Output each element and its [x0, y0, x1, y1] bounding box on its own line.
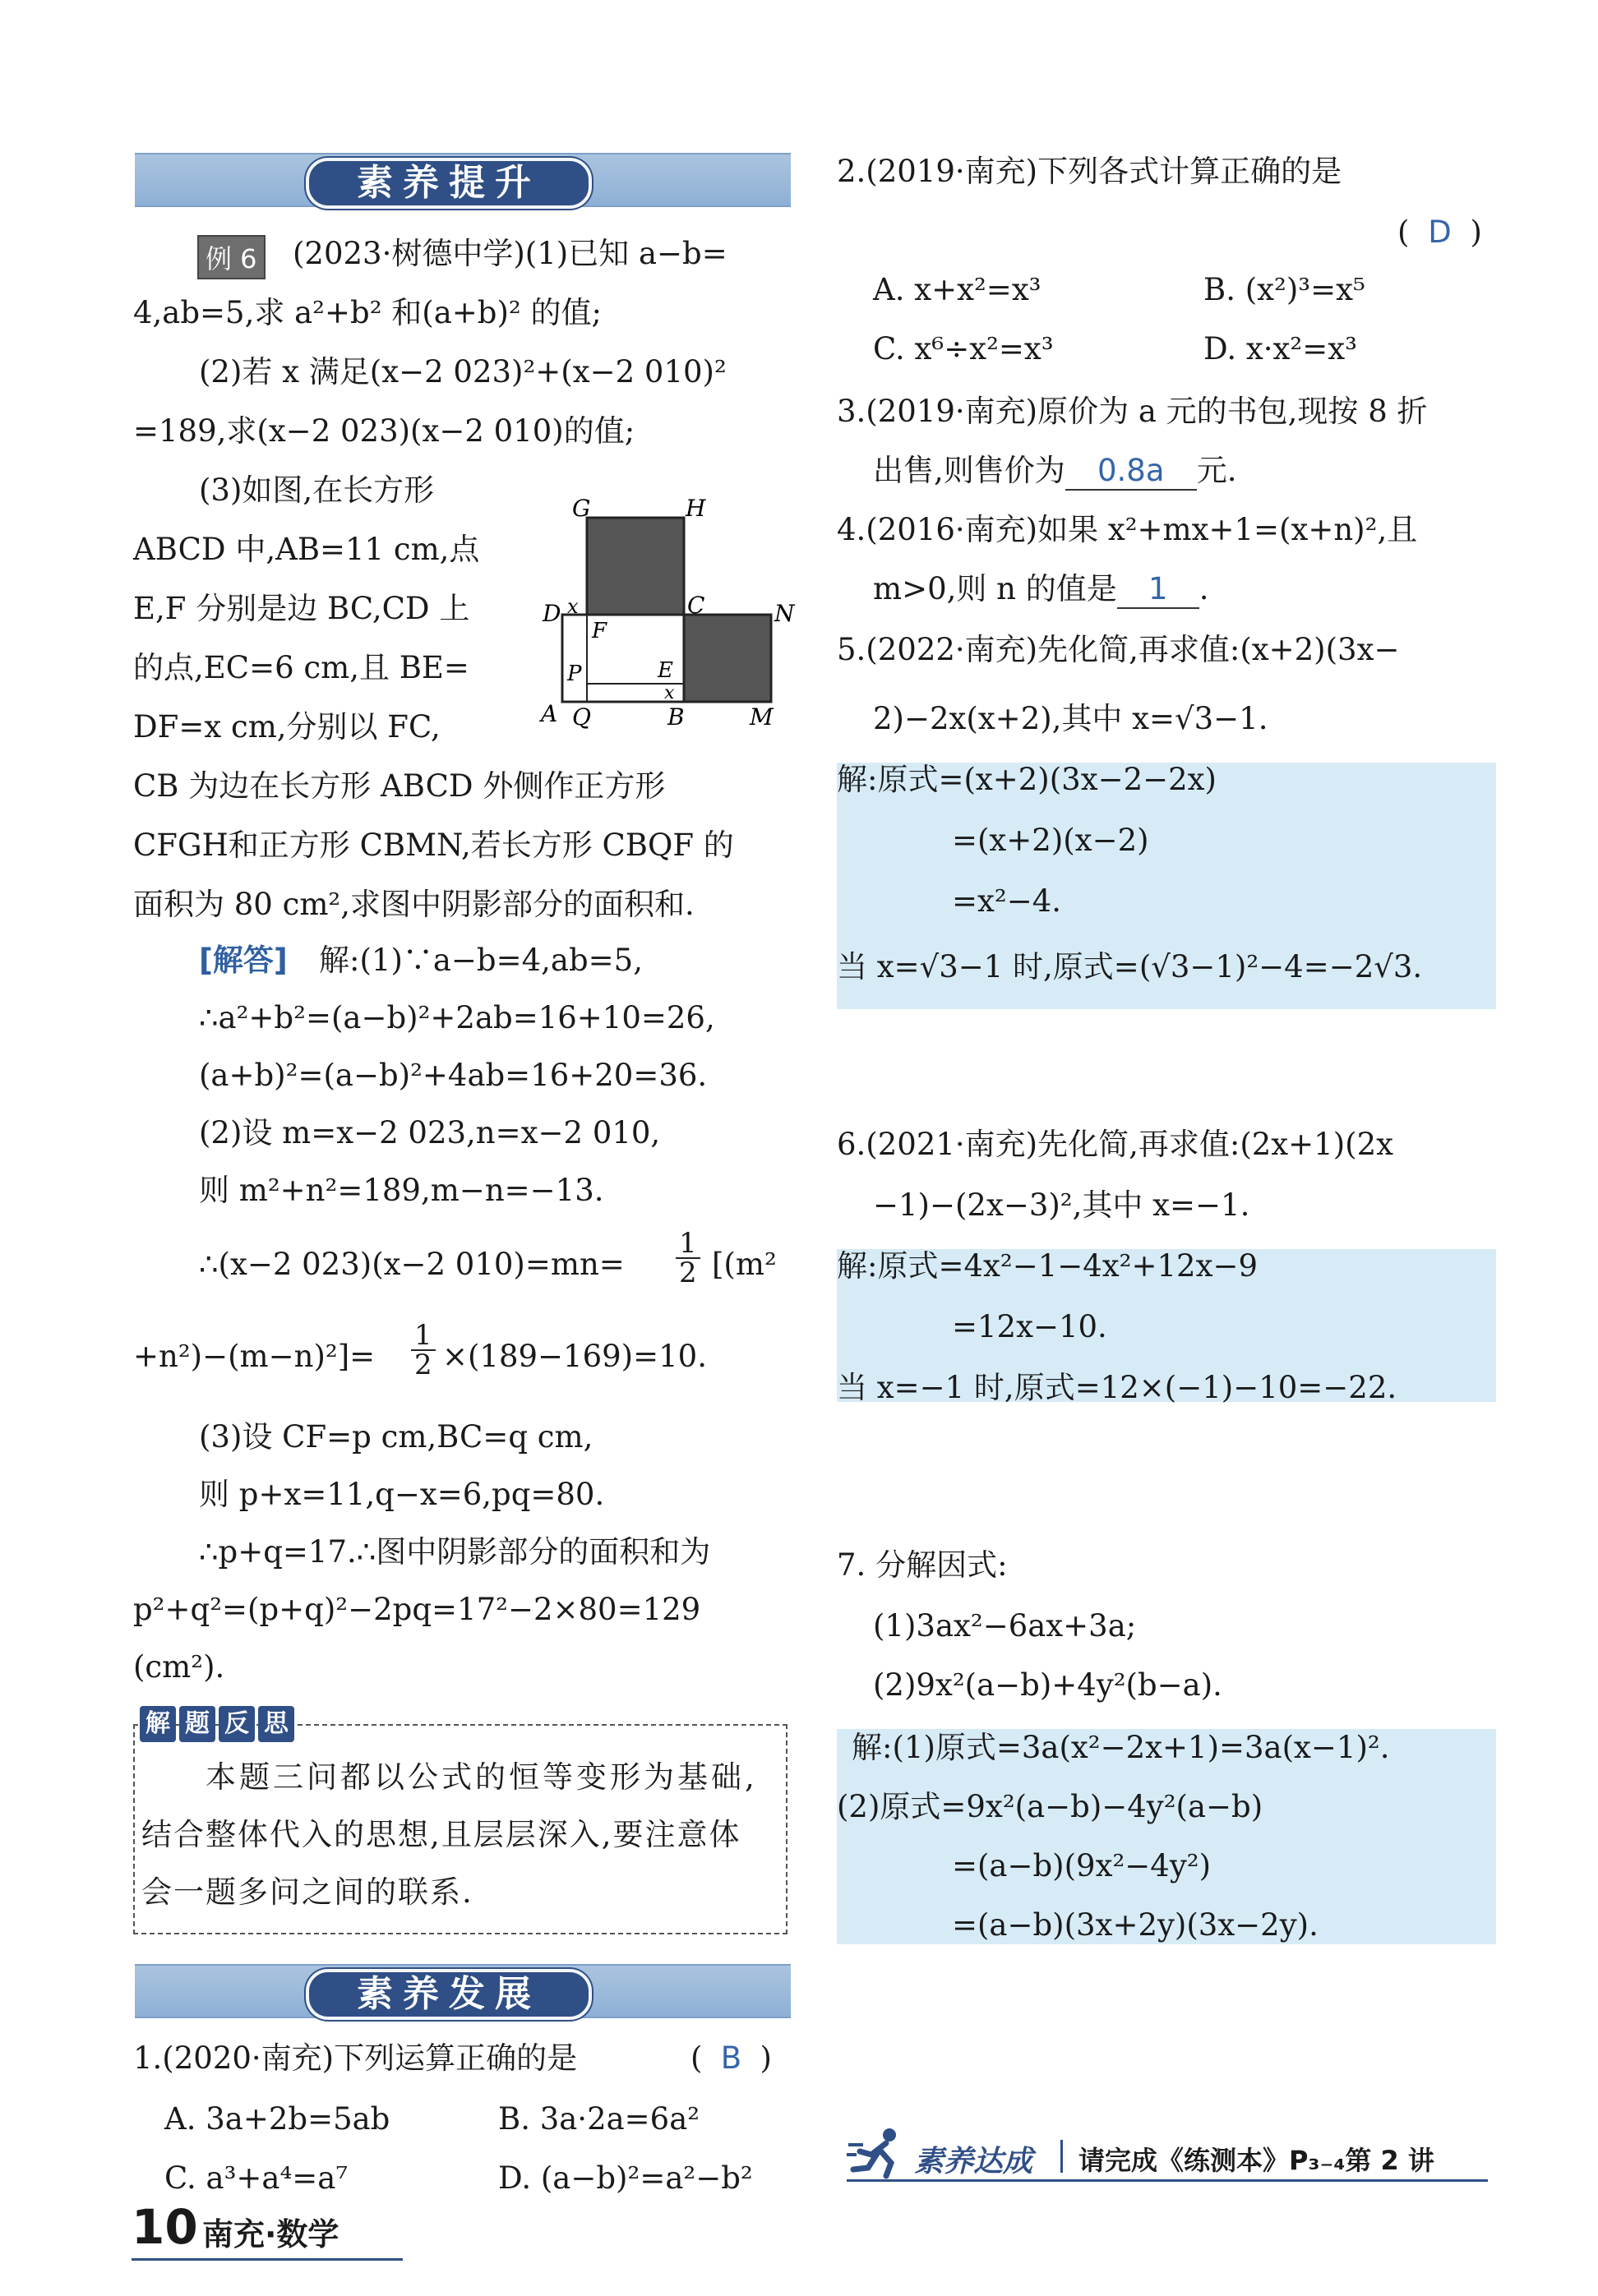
q5-solution-line: 解:原式=(x+2)(3x−2−2x) — [837, 762, 1217, 797]
solution-line: ∴(x−2 023)(x−2 010)=mn= — [199, 1247, 625, 1282]
q1-answer: B — [720, 2040, 742, 2076]
q3-answer-blank: 0.8a — [1065, 454, 1197, 491]
solution-line: ∴p+q=17.∴图中阴影部分的面积和为 — [199, 1534, 711, 1570]
solution-line: ∴a²+b²=(a−b)²+2ab=16+10=26, — [199, 1000, 715, 1035]
example-line: E,F 分别是边 BC,CD 上 — [133, 591, 470, 626]
footer-divider — [1060, 2140, 1063, 2173]
q5-line: 5.(2022·南充)先化简,再求值:(x+2)(3x− — [837, 632, 1400, 667]
solution-line: 则 m²+n²=189,m−n=−13. — [199, 1173, 604, 1208]
rectangle-squares-figure — [534, 495, 795, 731]
q7-solution-line: =(a−b)(9x²−4y²) — [952, 1848, 1212, 1883]
square-cfgh — [587, 518, 684, 615]
label-G: G — [572, 495, 591, 522]
example-line: ABCD 中,AB=11 cm,点 — [133, 532, 480, 567]
example-tag: 例 6 — [197, 235, 266, 279]
solution-line: 解:(1)∵a−b=4,ab=5, — [319, 943, 643, 978]
reflection-line: 会一题多问之间的联系. — [141, 1874, 473, 1910]
q3-line: 出售,则售价为 0.8a 元. — [873, 454, 1237, 491]
solution-line: (cm²). — [133, 1649, 225, 1685]
q6-line: 6.(2021·南充)先化简,再求值:(2x+1)(2x — [837, 1127, 1393, 1162]
q5-solution-line: =x²−4. — [952, 883, 1062, 919]
q1-option: A. 3a+2b=5ab — [164, 2101, 390, 2137]
q7-solution-line: (2)原式=9x²(a−b)−4y²(a−b) — [837, 1789, 1263, 1824]
reflection-tag: 解 题 反 思 — [140, 1706, 294, 1742]
q4-line: m>0,则 n 的值是 1 . — [873, 572, 1209, 609]
reflection-line: 本题三问都以公式的恒等变形为基础, — [206, 1759, 758, 1795]
footer-rule-right — [847, 2179, 1488, 2182]
page-number: 10 — [132, 2199, 198, 2255]
solution-line: ×(189−169)=10. — [442, 1339, 707, 1374]
label-A: A — [541, 700, 558, 727]
q6-solution-line: 当 x=−1 时,原式=12×(−1)−10=−22. — [837, 1370, 1397, 1405]
q1-option: C. a³+a⁴=a⁷ — [164, 2160, 349, 2196]
q2-answer-bracket: ( D ) — [1397, 214, 1482, 250]
q7-part: (2)9x²(a−b)+4y²(b−a). — [873, 1667, 1222, 1703]
label-D: D — [543, 600, 561, 627]
q1-option: B. 3a·2a=6a² — [498, 2101, 700, 2137]
example-line: 的点,EC=6 cm,且 BE= — [133, 650, 469, 685]
q2-stem: 2.(2019·南充)下列各式计算正确的是 — [837, 154, 1342, 189]
footer-rule — [132, 2258, 403, 2261]
example-line: DF=x cm,分别以 FC, — [133, 709, 441, 745]
q2-option: C. x⁶÷x²=x³ — [873, 331, 1054, 367]
workbook-note: 请完成《练测本》P₃₋₄第 2 讲 — [1078, 2145, 1434, 2176]
solution-line: (3)设 CF=p cm,BC=q cm, — [199, 1419, 593, 1455]
solution-label: [解答] — [199, 943, 288, 978]
solution-line: (a+b)²=(a−b)²+4ab=16+20=36. — [199, 1058, 708, 1093]
banner-title: 素养提升 — [306, 158, 592, 209]
q2-option: B. (x²)³=x⁵ — [1203, 272, 1365, 307]
label-x-top: x — [567, 595, 579, 618]
label-Q: Q — [572, 703, 591, 731]
q4-line: 4.(2016·南充)如果 x²+mx+1=(x+n)²,且 — [837, 512, 1418, 547]
q5-solution-line: =(x+2)(x−2) — [952, 823, 1149, 858]
label-x-bottom: x — [664, 683, 675, 703]
example-line: (2023·树德中学)(1)已知 a−b= — [293, 236, 727, 271]
solution-line: p²+q²=(p+q)²−2pq=17²−2×80=129 — [133, 1592, 701, 1627]
q3-line: 3.(2019·南充)原价为 a 元的书包,现按 8 折 — [837, 394, 1428, 429]
q6-solution-line: =12x−10. — [952, 1309, 1107, 1344]
label-P: P — [567, 662, 582, 686]
achievement-badge: 素养达成 — [914, 2145, 1033, 2178]
fraction-half: $\frac{1}{2}$ — [676, 1229, 700, 1287]
q2-option: A. x+x²=x³ — [873, 272, 1041, 307]
q5-solution-line: 当 x=√3−1 时,原式=(√3−1)²−4=−2√3. — [837, 949, 1423, 984]
example-line: CB 为边在长方形 ABCD 外侧作正方形 — [133, 768, 666, 804]
section-banner-improve — [135, 153, 791, 207]
label-F: F — [592, 619, 607, 643]
label-E: E — [658, 658, 673, 683]
example-line: 面积为 80 cm²,求图中阴影部分的面积和. — [133, 887, 695, 922]
solution-line: +n²)−(m−n)²]= — [133, 1339, 376, 1374]
label-C: C — [687, 592, 705, 619]
reflection-line: 结合整体代入的思想,且层层深入,要注意体 — [141, 1817, 741, 1852]
q1-answer-bracket: ( B ) — [690, 2040, 772, 2076]
banner-title: 素养发展 — [306, 1969, 592, 2020]
example-line: 4,ab=5,求 a²+b² 和(a+b)² 的值; — [133, 295, 602, 330]
q2-answer: D — [1428, 214, 1452, 250]
example-line: =189,求(x−2 023)(x−2 010)的值; — [133, 413, 635, 449]
q6-solution-line: 解:原式=4x²−1−4x²+12x−9 — [837, 1248, 1258, 1284]
solution-line: [(m² — [712, 1247, 777, 1282]
label-M: M — [750, 703, 774, 731]
label-B: B — [667, 703, 685, 731]
square-cbmn — [684, 615, 771, 702]
runner-icon — [847, 2127, 912, 2179]
label-N: N — [774, 600, 795, 627]
q5-line: 2)−2x(x+2),其中 x=√3−1. — [873, 701, 1268, 736]
example-line: CFGH和正方形 CBMN,若长方形 CBQF 的 — [133, 828, 734, 863]
q7-solution-line: =(a−b)(3x+2y)(3x−2y). — [952, 1907, 1319, 1943]
q6-line: −1)−(2x−3)²,其中 x=−1. — [873, 1187, 1250, 1223]
q7-part: (1)3ax²−6ax+3a; — [873, 1608, 1137, 1644]
q1-stem: 1.(2020·南充)下列运算正确的是 — [133, 2040, 578, 2076]
q2-option: D. x·x²=x³ — [1203, 331, 1357, 367]
section-banner-develop — [135, 1964, 791, 2018]
label-H: H — [686, 495, 706, 522]
q4-answer-blank: 1 — [1117, 572, 1199, 609]
q7-stem: 7. 分解因式: — [837, 1547, 1008, 1583]
q1-option: D. (a−b)²=a²−b² — [498, 2160, 753, 2196]
fraction-half: $\frac{1}{2}$ — [411, 1321, 436, 1379]
q7-solution-line: 解:(1)原式=3a(x²−2x+1)=3a(x−1)². — [852, 1730, 1390, 1765]
subject-label: 南充·数学 — [202, 2216, 339, 2252]
solution-line: (2)设 m=x−2 023,n=x−2 010, — [199, 1115, 661, 1150]
solution-line: 则 p+x=11,q−x=6,pq=80. — [199, 1477, 605, 1512]
example-line: (2)若 x 满足(x−2 023)²+(x−2 010)² — [199, 354, 727, 390]
example-line: (3)如图,在长方形 — [199, 473, 435, 508]
